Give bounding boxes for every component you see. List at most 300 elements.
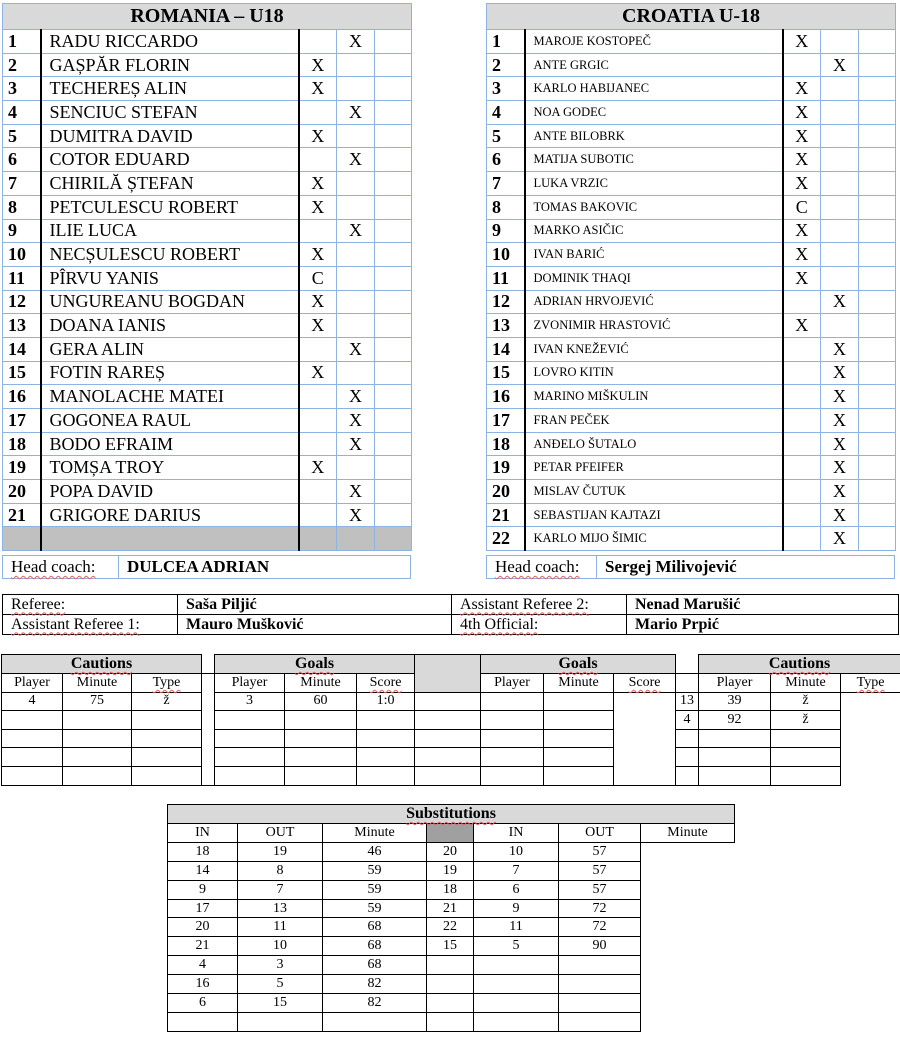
- player-number: 2: [487, 53, 525, 77]
- substitution-row: [168, 994, 735, 1013]
- player-mark-col1: [783, 290, 821, 314]
- substitution-row: [168, 956, 735, 975]
- player-number: 9: [3, 219, 41, 243]
- player-mark-col2: [821, 243, 859, 267]
- sub-minute: 46: [323, 842, 427, 861]
- player-row: [487, 385, 896, 409]
- caution-type: [771, 729, 841, 748]
- player-number: 15: [3, 361, 41, 385]
- sub-header-minute: Minute: [641, 824, 735, 843]
- sub-header-out: OUT: [238, 824, 323, 843]
- player-name: FRAN PEČEK: [525, 409, 783, 433]
- caution-minute: [63, 729, 132, 748]
- caution-type: [132, 711, 202, 730]
- player-row: [487, 290, 896, 314]
- player-row: [3, 219, 412, 243]
- caution-player: [2, 729, 63, 748]
- player-number: 21: [487, 503, 525, 527]
- player-name: ANTE GRGIC: [525, 53, 783, 77]
- sub-out: 7: [474, 861, 559, 880]
- player-mark-col1: C: [783, 195, 821, 219]
- caution-minute: [699, 766, 771, 785]
- player-mark-col3: [859, 124, 896, 148]
- sub-out: 6: [474, 880, 559, 899]
- caution-type: [771, 748, 841, 767]
- player-mark-col1: [783, 361, 821, 385]
- player-row: [487, 101, 896, 125]
- player-mark-col2: [821, 30, 859, 54]
- player-mark-col2: [821, 148, 859, 172]
- caution-minute: [63, 711, 132, 730]
- player-number: 12: [487, 290, 525, 314]
- player-row: [3, 30, 412, 54]
- sub-out: 7: [238, 880, 323, 899]
- romania-goals-title: Goals: [294, 655, 335, 672]
- player-name: ILIE LUCA: [41, 219, 299, 243]
- sub-in: 4: [168, 956, 238, 975]
- player-mark-col2: [337, 243, 375, 267]
- sub-in: 20: [168, 918, 238, 937]
- fourth-official-name: Mario Prpić: [627, 615, 899, 635]
- player-mark-col2: X: [821, 409, 859, 433]
- player-name: ZVONIMIR HRASTOVIĆ: [525, 314, 783, 338]
- player-mark-col2: X: [821, 432, 859, 456]
- romania-empty-row: [3, 527, 412, 551]
- player-name: COTOR EDUARD: [41, 148, 299, 172]
- player-mark-col3: [859, 361, 896, 385]
- sub-out: 13: [238, 899, 323, 918]
- player-mark-col1: X: [299, 361, 337, 385]
- player-mark-col1: [783, 385, 821, 409]
- sub-in: 19: [427, 861, 474, 880]
- sub-in: 21: [168, 937, 238, 956]
- caution-minute: [63, 748, 132, 767]
- player-row: [3, 172, 412, 196]
- player-mark-col3: [375, 409, 412, 433]
- player-mark-col2: [821, 77, 859, 101]
- player-mark-col3: [859, 290, 896, 314]
- player-row: [487, 361, 896, 385]
- player-number: 2: [3, 53, 41, 77]
- assistant-referee-1-name: Mauro Mušković: [178, 615, 452, 635]
- referee-label: Referee:: [3, 595, 178, 615]
- player-row: [487, 432, 896, 456]
- header-type: Type: [132, 674, 202, 693]
- player-mark-col1: [783, 337, 821, 361]
- event-row: [2, 711, 900, 730]
- player-mark-col2: [337, 172, 375, 196]
- sub-minute: 57: [559, 880, 641, 899]
- player-row: [3, 77, 412, 101]
- player-number: 15: [487, 361, 525, 385]
- player-mark-col1: X: [783, 219, 821, 243]
- event-row: [2, 729, 900, 748]
- player-mark-col3: [859, 172, 896, 196]
- caution-minute: [699, 748, 771, 767]
- player-mark-col1: X: [783, 101, 821, 125]
- sub-header-in: IN: [474, 824, 559, 843]
- sub-minute: 68: [323, 918, 427, 937]
- player-name: POPA DAVID: [41, 480, 299, 504]
- player-row: [3, 385, 412, 409]
- player-name: GOGONEA RAUL: [41, 409, 299, 433]
- player-mark-col3: [859, 385, 896, 409]
- goal-score: [544, 748, 614, 767]
- assistant-referee-2-label: Assistant Referee 2:: [452, 595, 627, 615]
- player-name: SENCIUC STEFAN: [41, 101, 299, 125]
- player-name: MATIJA SUBOTIC: [525, 148, 783, 172]
- player-number: 17: [487, 409, 525, 433]
- player-mark-col3: [375, 456, 412, 480]
- player-row: [3, 53, 412, 77]
- caution-type: ž: [132, 692, 202, 711]
- caution-minute: [63, 766, 132, 785]
- referee-name: Saša Piljić: [178, 595, 452, 615]
- goal-score: [357, 766, 415, 785]
- player-mark-col2: [337, 456, 375, 480]
- caution-player: [2, 748, 63, 767]
- player-mark-col2: X: [821, 456, 859, 480]
- sub-out: [474, 956, 559, 975]
- sub-minute: 59: [323, 880, 427, 899]
- player-mark-col1: [299, 409, 337, 433]
- player-mark-col2: X: [821, 385, 859, 409]
- officials-table: [2, 594, 899, 635]
- player-number: 16: [3, 385, 41, 409]
- player-mark-col2: [337, 195, 375, 219]
- player-mark-col1: X: [299, 53, 337, 77]
- player-row: [487, 337, 896, 361]
- player-name: UNGUREANU BOGDAN: [41, 290, 299, 314]
- player-mark-col2: X: [337, 148, 375, 172]
- caution-player: [676, 766, 699, 785]
- events-table: [1, 654, 900, 786]
- player-name: PETAR PFEIFER: [525, 456, 783, 480]
- player-number: 13: [3, 314, 41, 338]
- player-mark-col2: X: [337, 385, 375, 409]
- goal-score: [357, 729, 415, 748]
- player-name: TECHEREȘ ALIN: [41, 77, 299, 101]
- player-mark-col1: [299, 30, 337, 54]
- player-row: [487, 480, 896, 504]
- player-mark-col1: X: [783, 148, 821, 172]
- player-mark-col2: X: [337, 30, 375, 54]
- caution-minute: 75: [63, 692, 132, 711]
- player-mark-col1: C: [299, 266, 337, 290]
- substitution-row: [168, 880, 735, 899]
- goal-score: [544, 711, 614, 730]
- sub-minute: [559, 994, 641, 1013]
- substitution-row: [168, 1012, 735, 1031]
- player-row: [3, 337, 412, 361]
- player-name: GAȘPĂR FLORIN: [41, 53, 299, 77]
- romania-head-coach: DULCEA ADRIAN: [119, 556, 411, 579]
- fourth-official-label: 4th Official:: [452, 615, 627, 635]
- player-row: [3, 266, 412, 290]
- player-mark-col2: X: [821, 527, 859, 551]
- header-player: Player: [699, 674, 771, 693]
- player-number: 17: [3, 409, 41, 433]
- player-name: NOA GODEC: [525, 101, 783, 125]
- sub-in: [427, 956, 474, 975]
- sub-in: [168, 1012, 238, 1031]
- player-mark-col3: [859, 409, 896, 433]
- player-row: [487, 30, 896, 54]
- player-number: 4: [3, 101, 41, 125]
- header-player: Player: [215, 674, 285, 693]
- goal-minute: [481, 729, 544, 748]
- player-mark-col3: [375, 266, 412, 290]
- goal-minute: [285, 729, 357, 748]
- sub-minute: 82: [323, 975, 427, 994]
- player-mark-col2: X: [337, 409, 375, 433]
- player-mark-col1: [783, 503, 821, 527]
- player-row: [3, 195, 412, 219]
- player-number: 5: [487, 124, 525, 148]
- substitutions-divider: [427, 824, 474, 843]
- player-row: [487, 219, 896, 243]
- caution-player: 4: [2, 692, 63, 711]
- croatia-coach-label: Head coach:: [487, 556, 597, 579]
- header-minute: Minute: [285, 674, 357, 693]
- player-mark-col3: [859, 337, 896, 361]
- goal-player: [415, 748, 481, 767]
- player-name: PÎRVU YANIS: [41, 266, 299, 290]
- event-row: [2, 766, 900, 785]
- substitution-row: [168, 937, 735, 956]
- substitution-row: [168, 975, 735, 994]
- player-mark-col2: [821, 172, 859, 196]
- player-mark-col1: [299, 503, 337, 527]
- player-number: 14: [487, 337, 525, 361]
- sub-out: 10: [474, 842, 559, 861]
- sub-minute: 72: [559, 918, 641, 937]
- player-number: 4: [487, 101, 525, 125]
- player-mark-col3: [859, 527, 896, 551]
- player-mark-col3: [859, 53, 896, 77]
- player-number: 21: [3, 503, 41, 527]
- player-mark-col1: X: [783, 243, 821, 267]
- sub-in: 18: [168, 842, 238, 861]
- player-mark-col3: [375, 77, 412, 101]
- header-score: Score: [614, 674, 676, 693]
- goal-score: 1:0: [357, 692, 415, 711]
- player-name: TOMȘA TROY: [41, 456, 299, 480]
- sub-out: [474, 975, 559, 994]
- player-number: 8: [487, 195, 525, 219]
- player-mark-col2: [821, 124, 859, 148]
- caution-player: [676, 748, 699, 767]
- goal-score: [357, 748, 415, 767]
- player-mark-col2: [821, 219, 859, 243]
- sub-out: 15: [238, 994, 323, 1013]
- goal-player: [415, 711, 481, 730]
- goal-minute: [481, 692, 544, 711]
- player-mark-col2: X: [337, 101, 375, 125]
- player-name: DOMINIK THAQI: [525, 266, 783, 290]
- sub-minute: 59: [323, 899, 427, 918]
- player-row: [3, 148, 412, 172]
- assistant-referee-2-name: Nenad Marušić: [627, 595, 899, 615]
- player-mark-col1: X: [783, 77, 821, 101]
- player-number: 19: [3, 456, 41, 480]
- sub-in: 22: [427, 918, 474, 937]
- sub-in: [427, 975, 474, 994]
- player-mark-col2: [821, 314, 859, 338]
- sub-minute: [559, 975, 641, 994]
- player-mark-col1: [299, 219, 337, 243]
- croatia-player-list: [487, 30, 896, 551]
- caution-type: ž: [771, 711, 841, 730]
- player-mark-col3: [375, 243, 412, 267]
- player-mark-col3: [375, 361, 412, 385]
- player-name: CHIRILĂ ȘTEFAN: [41, 172, 299, 196]
- sub-in: 18: [427, 880, 474, 899]
- player-mark-col3: [859, 266, 896, 290]
- player-mark-col3: [859, 243, 896, 267]
- player-number: 1: [3, 30, 41, 54]
- sub-out: 5: [474, 937, 559, 956]
- player-row: [3, 361, 412, 385]
- sub-in: 16: [168, 975, 238, 994]
- player-number: 10: [487, 243, 525, 267]
- events-divider: [415, 655, 481, 693]
- caution-player: 4: [676, 711, 699, 730]
- player-mark-col3: [375, 314, 412, 338]
- player-mark-col2: [337, 53, 375, 77]
- croatia-cautions-title: Cautions: [768, 655, 831, 672]
- player-name: GERA ALIN: [41, 337, 299, 361]
- player-mark-col1: X: [783, 172, 821, 196]
- sub-minute: 59: [323, 861, 427, 880]
- sub-out: 10: [238, 937, 323, 956]
- player-mark-col2: X: [821, 290, 859, 314]
- player-mark-col1: X: [299, 124, 337, 148]
- player-row: [487, 409, 896, 433]
- player-row: [487, 503, 896, 527]
- player-mark-col2: [337, 266, 375, 290]
- player-name: RADU RICCARDO: [41, 30, 299, 54]
- player-row: [487, 77, 896, 101]
- player-number: 11: [487, 266, 525, 290]
- sub-minute: [559, 1012, 641, 1031]
- caution-player: [2, 766, 63, 785]
- player-mark-col3: [859, 195, 896, 219]
- player-name: NECȘULESCU ROBERT: [41, 243, 299, 267]
- substitution-row: [168, 842, 735, 861]
- caution-minute: 39: [699, 692, 771, 711]
- player-number: 7: [487, 172, 525, 196]
- player-mark-col3: [375, 503, 412, 527]
- player-mark-col1: [299, 148, 337, 172]
- romania-coach-row: [2, 555, 411, 579]
- player-mark-col2: [337, 314, 375, 338]
- sub-out: 19: [238, 842, 323, 861]
- header-minute: Minute: [63, 674, 132, 693]
- player-mark-col3: [859, 456, 896, 480]
- player-mark-col1: X: [299, 195, 337, 219]
- player-mark-col1: [783, 456, 821, 480]
- header-player: Player: [2, 674, 63, 693]
- player-mark-col3: [859, 503, 896, 527]
- player-mark-col2: [337, 361, 375, 385]
- goal-minute: 60: [285, 692, 357, 711]
- sub-out: [238, 1012, 323, 1031]
- player-mark-col2: X: [337, 503, 375, 527]
- player-number: 5: [3, 124, 41, 148]
- croatia-goals-title: Goals: [558, 655, 598, 672]
- sub-out: [474, 994, 559, 1013]
- sub-header-minute: Minute: [323, 824, 427, 843]
- event-row: [2, 692, 900, 711]
- player-mark-col3: [375, 385, 412, 409]
- sub-in: 14: [168, 861, 238, 880]
- player-name: LOVRO KITIN: [525, 361, 783, 385]
- player-mark-col1: X: [299, 314, 337, 338]
- goal-player: [215, 748, 285, 767]
- sub-in: [427, 1012, 474, 1031]
- player-name: IVAN BARIĆ: [525, 243, 783, 267]
- player-mark-col3: [859, 432, 896, 456]
- player-mark-col1: [299, 101, 337, 125]
- player-row: [487, 266, 896, 290]
- player-mark-col2: [821, 266, 859, 290]
- sub-in: 17: [168, 899, 238, 918]
- player-mark-col3: [375, 172, 412, 196]
- player-number: 3: [3, 77, 41, 101]
- player-row: [3, 290, 412, 314]
- player-mark-col3: [375, 148, 412, 172]
- sub-in: 6: [168, 994, 238, 1013]
- player-mark-col1: X: [783, 124, 821, 148]
- sub-out: 11: [474, 918, 559, 937]
- croatia-roster: [486, 3, 896, 551]
- sub-minute: 68: [323, 937, 427, 956]
- player-name: GRIGORE DARIUS: [41, 503, 299, 527]
- player-name: TOMAS BAKOVIC: [525, 195, 783, 219]
- player-number: 10: [3, 243, 41, 267]
- player-name: SEBASTIJAN KAJTAZI: [525, 503, 783, 527]
- romania-cautions-title: Cautions: [70, 655, 133, 672]
- player-mark-col1: X: [783, 266, 821, 290]
- player-row: [487, 195, 896, 219]
- player-mark-col1: [783, 409, 821, 433]
- substitution-row: [168, 918, 735, 937]
- player-row: [3, 101, 412, 125]
- player-mark-col3: [375, 195, 412, 219]
- player-mark-col1: X: [299, 456, 337, 480]
- player-name: MISLAV ČUTUK: [525, 480, 783, 504]
- player-mark-col3: [859, 148, 896, 172]
- caution-minute: 92: [699, 711, 771, 730]
- player-row: [487, 527, 896, 551]
- player-number: 6: [487, 148, 525, 172]
- player-row: [3, 480, 412, 504]
- substitution-row: [168, 899, 735, 918]
- sub-minute: 72: [559, 899, 641, 918]
- player-mark-col3: [375, 30, 412, 54]
- sub-minute: 57: [559, 861, 641, 880]
- sub-minute: 68: [323, 956, 427, 975]
- player-name: FOTIN RAREȘ: [41, 361, 299, 385]
- player-number: 14: [3, 337, 41, 361]
- player-mark-col1: X: [299, 77, 337, 101]
- goal-score: [544, 729, 614, 748]
- player-row: [487, 314, 896, 338]
- player-mark-col2: X: [821, 53, 859, 77]
- player-mark-col3: [859, 77, 896, 101]
- player-number: 9: [487, 219, 525, 243]
